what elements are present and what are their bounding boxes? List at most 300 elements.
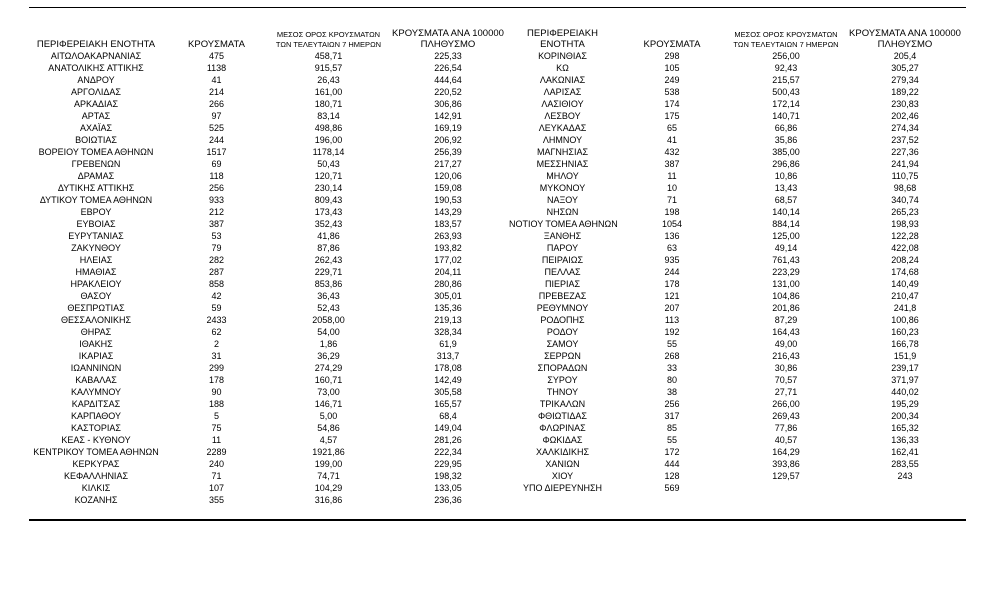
cell-region: ΜΑΓΝΗΣΙΑΣ (536, 147, 589, 157)
cell-per100k: 230,83 (891, 99, 919, 109)
cell-region: ΚΕΦΑΛΛΗΝΙΑΣ (63, 471, 129, 481)
cell-avg7: 1178,14 (312, 147, 345, 157)
cell-avg7: 54,86 (317, 423, 340, 433)
cell-cases: 1517 (206, 147, 227, 157)
cell-region: ΝΟΤΙΟΥ ΤΟΜΕΑ ΑΘΗΝΩΝ (509, 219, 618, 229)
cell-cases: 31 (211, 351, 222, 361)
cell-avg7: 140,14 (772, 207, 800, 217)
table-row (29, 470, 509, 482)
cell-per100k: 133,05 (434, 483, 462, 493)
cell-region: ΛΕΣΒΟΥ (544, 111, 581, 121)
cell-cases: 256 (208, 183, 225, 193)
cell-per100k: 98,68 (893, 183, 917, 193)
cases-table-left (29, 27, 509, 506)
cell-avg7: 1,86 (319, 339, 338, 349)
cell-per100k: 142,49 (434, 375, 462, 385)
cell-avg7: 68,57 (774, 195, 798, 205)
table-row (509, 422, 966, 434)
left-table-body (29, 50, 509, 506)
table-row (29, 218, 509, 230)
cell-cases: 2433 (206, 315, 227, 325)
cell-cases: 5 (213, 411, 219, 421)
table-row (29, 86, 509, 98)
cell-region: ΚΑΣΤΟΡΙΑΣ (71, 423, 121, 433)
table-row (509, 458, 966, 470)
cell-region: ΗΜΑΘΙΑΣ (75, 267, 117, 277)
cell-cases: 188 (208, 399, 225, 409)
cell-per100k: 305,58 (434, 387, 462, 397)
cell-region: ΑΡΓΟΛΙΔΑΣ (71, 87, 121, 97)
cell-per100k: 371,97 (891, 375, 919, 385)
cell-avg7: 256,00 (772, 51, 800, 61)
cell-region: ΡΟΔΟΥ (546, 327, 579, 337)
cell-avg7: 10,86 (774, 171, 798, 181)
cell-avg7: 215,57 (772, 75, 800, 85)
cell-cases: 268 (664, 351, 680, 361)
cell-region: ΣΠΟΡΑΔΩΝ (537, 363, 588, 373)
cell-region: ΣΕΡΡΩΝ (544, 351, 581, 361)
cell-cases: 71 (666, 195, 677, 205)
cell-region: ΕΒΡΟΥ (80, 207, 112, 217)
cell-cases: 41 (666, 135, 677, 145)
cell-per100k: 283,55 (891, 459, 919, 469)
cell-avg7: 40,57 (774, 435, 798, 445)
cell-per100k: 274,34 (891, 123, 919, 133)
table-row (29, 374, 509, 386)
cell-avg7: 500,43 (772, 87, 800, 97)
cell-avg7: 13,43 (774, 183, 798, 193)
table-row (29, 206, 509, 218)
table-row (29, 98, 509, 110)
cell-cases: 75 (211, 423, 222, 433)
table-row (509, 170, 966, 182)
cell-region: ΛΑΡΙΣΑΣ (543, 87, 582, 97)
cell-avg7: 54,00 (317, 327, 340, 337)
cell-cases: 113 (664, 315, 680, 325)
cell-per100k: 305,27 (891, 63, 919, 73)
cell-per100k: 222,34 (434, 447, 462, 457)
cell-cases: 42 (211, 291, 222, 301)
cell-per100k: 265,23 (891, 207, 919, 217)
cell-per100k: 151,9 (893, 351, 917, 361)
table-row (509, 254, 966, 266)
cell-cases: 41 (211, 75, 222, 85)
cell-per100k: 190,53 (434, 195, 462, 205)
cell-avg7: 262,43 (314, 255, 343, 265)
cell-region: ΑΙΤΩΛΟΑΚΑΡΝΑΝΙΑΣ (50, 51, 142, 61)
cell-region: ΚΑΒΑΛΑΣ (75, 375, 117, 385)
table-row (29, 146, 509, 158)
cell-avg7: 146,71 (314, 399, 343, 409)
table-row (509, 290, 966, 302)
cell-per100k: 208,24 (891, 255, 919, 265)
cell-cases: 1138 (206, 63, 227, 73)
cell-avg7: 230,14 (314, 183, 343, 193)
cell-region: ΝΗΣΩΝ (546, 207, 579, 217)
cell-region: ΓΡΕΒΕΝΩΝ (71, 159, 121, 169)
cell-per100k: 281,26 (434, 435, 462, 445)
header-avg7-line1: ΜΕΣΟΣ ΟΡΟΣ ΚΡΟΥΣΜΑΤΩΝ (734, 30, 838, 39)
cell-per100k: 202,46 (891, 111, 919, 121)
cell-avg7: 26,43 (317, 75, 340, 85)
header-avg7 (270, 27, 387, 50)
table-row (29, 62, 509, 74)
cell-region: ΝΑΞΟΥ (546, 195, 579, 205)
cell-cases: 107 (208, 483, 225, 493)
cell-region: ΘΑΣΟΥ (80, 291, 112, 301)
cell-per100k: 160,23 (891, 327, 919, 337)
cell-region: ΙΚΑΡΙΑΣ (78, 351, 114, 361)
cell-region: ΜΕΣΣΗΝΙΑΣ (536, 159, 589, 169)
table-row (509, 218, 966, 230)
cell-cases: 256 (664, 399, 680, 409)
cell-region: ΡΟΔΟΠΗΣ (540, 315, 585, 325)
cell-cases: 432 (664, 147, 680, 157)
cases-table-right (509, 27, 966, 494)
cell-avg7: 41,86 (317, 231, 340, 241)
table-row (29, 254, 509, 266)
cell-avg7: 52,43 (317, 303, 340, 313)
cell-avg7: 104,29 (314, 483, 343, 493)
table-row (29, 458, 509, 470)
cell-per100k: 306,86 (434, 99, 462, 109)
cell-avg7: 66,86 (774, 123, 798, 133)
cell-per100k: 166,78 (891, 339, 919, 349)
table-row (509, 182, 966, 194)
cell-per100k: 193,82 (434, 243, 462, 253)
cell-avg7: 73,00 (317, 387, 340, 397)
table-row (29, 266, 509, 278)
cell-cases: 11 (667, 171, 677, 181)
cell-avg7: 50,43 (317, 159, 340, 169)
cell-avg7: 164,29 (772, 447, 800, 457)
top-rule (29, 7, 966, 8)
table-row (509, 326, 966, 338)
cell-region: ΗΛΕΙΑΣ (79, 255, 113, 265)
cell-avg7: 2058,00 (312, 315, 345, 325)
cell-per100k: 256,39 (434, 147, 462, 157)
cell-cases: 105 (664, 63, 680, 73)
cell-per100k: 226,54 (434, 63, 462, 73)
cell-region: ΥΠΟ ΔΙΕΡΕΥΝΗΣΗ (522, 483, 603, 493)
table-row (509, 350, 966, 362)
cell-per100k: 198,32 (434, 471, 462, 481)
table-row (509, 314, 966, 326)
cell-cases: 244 (664, 267, 680, 277)
cell-region: ΚΑΛΥΜΝΟΥ (70, 387, 122, 397)
cell-per100k: 229,95 (434, 459, 462, 469)
cell-region: ΚΩ (556, 63, 569, 73)
cell-region: ΧΑΝΙΩΝ (545, 459, 580, 469)
cell-cases: 59 (211, 303, 222, 313)
cell-region: ΑΧΑΪΑΣ (79, 123, 113, 133)
cell-avg7: 385,00 (772, 147, 800, 157)
cell-avg7: 87,29 (774, 315, 798, 325)
cell-avg7: 161,00 (314, 87, 343, 97)
table-row (509, 434, 966, 446)
cell-region: ΖΑΚΥΝΘΟΥ (71, 243, 121, 253)
cell-cases: 178 (664, 279, 680, 289)
cell-avg7: 196,00 (314, 135, 343, 145)
cell-avg7: 164,43 (772, 327, 800, 337)
cell-region: ΙΩΑΝΝΙΝΩΝ (70, 363, 122, 373)
cell-cases: 287 (208, 267, 225, 277)
table-row (29, 350, 509, 362)
cell-region: ΑΝΑΤΟΛΙΚΗΣ ΑΤΤΙΚΗΣ (48, 63, 144, 73)
table-row (29, 242, 509, 254)
table-row (509, 302, 966, 314)
cell-per100k: 241,8 (893, 303, 917, 313)
table-row (29, 122, 509, 134)
cell-cases: 1054 (661, 219, 683, 229)
table-row (509, 446, 966, 458)
cell-per100k: 177,02 (434, 255, 462, 265)
cell-cases: 387 (664, 159, 680, 169)
table-row (509, 230, 966, 242)
cell-cases: 525 (208, 123, 225, 133)
table-row (29, 398, 509, 410)
table-row (29, 410, 509, 422)
cell-per100k: 205,4 (893, 51, 917, 61)
cell-cases: 79 (211, 243, 222, 253)
cell-cases: 935 (664, 255, 680, 265)
cell-avg7: 92,43 (774, 63, 798, 73)
cell-avg7: 199,00 (314, 459, 343, 469)
cell-cases: 136 (664, 231, 680, 241)
cell-cases: 63 (666, 243, 677, 253)
cell-cases: 387 (208, 219, 225, 229)
cell-region: ΚΟΡΙΝΘΙΑΣ (538, 51, 587, 61)
cell-per100k: 444,64 (434, 75, 462, 85)
table-row (29, 302, 509, 314)
cell-per100k: 140,49 (891, 279, 919, 289)
cell-region: ΚΟΖΑΝΗΣ (74, 495, 118, 505)
cell-region: ΠΙΕΡΙΑΣ (544, 279, 581, 289)
cell-cases: 192 (664, 327, 680, 337)
cell-avg7: 915,57 (314, 63, 343, 73)
cell-avg7: 498,86 (314, 123, 343, 133)
header-per100k-line1: ΚΡΟΥΣΜΑΤΑ ΑΝΑ 100000 (849, 28, 961, 39)
cell-avg7: 131,00 (772, 279, 800, 289)
cell-region: ΣΑΜΟΥ (546, 339, 579, 349)
cell-per100k: 120,06 (434, 171, 462, 181)
table-row (29, 74, 509, 86)
table-row (29, 386, 509, 398)
cell-region: ΛΗΜΝΟΥ (542, 135, 583, 145)
cell-per100k: 328,34 (434, 327, 462, 337)
cell-avg7: 809,43 (314, 195, 343, 205)
table-row (29, 134, 509, 146)
cell-region: ΑΝΔΡΟΥ (77, 75, 115, 85)
cell-per100k: 122,28 (891, 231, 919, 241)
cell-cases: 97 (211, 111, 222, 121)
header-region: ΠΕΡΙΦΕΡΕΙΑΚΗ ΕΝΟΤΗΤΑ (36, 39, 156, 50)
cell-cases: 128 (664, 471, 680, 481)
cell-avg7: 140,71 (772, 111, 800, 121)
cell-cases: 2 (213, 339, 219, 349)
cell-avg7 (728, 482, 844, 494)
table-row (29, 278, 509, 290)
cell-per100k: 340,74 (891, 195, 919, 205)
cell-region: ΗΡΑΚΛΕΙΟΥ (70, 279, 122, 289)
cell-avg7: 884,14 (772, 219, 800, 229)
table-row (29, 314, 509, 326)
cell-per100k: 183,57 (434, 219, 462, 229)
cell-region: ΚΑΡΠΑΘΟΥ (70, 411, 122, 421)
cell-avg7: 316,86 (314, 495, 343, 505)
cell-region: ΘΕΣΣΑΛΟΝΙΚΗΣ (60, 315, 132, 325)
table-row (509, 194, 966, 206)
cell-cases: 355 (208, 495, 225, 505)
cell-region: ΚΕΡΚΥΡΑΣ (72, 459, 120, 469)
cell-avg7: 761,43 (772, 255, 800, 265)
table-row (509, 98, 966, 110)
table-row (29, 422, 509, 434)
cell-avg7: 36,43 (317, 291, 340, 301)
table-row (509, 266, 966, 278)
table-row (509, 482, 966, 494)
cell-avg7: 49,14 (774, 243, 798, 253)
cell-avg7: 35,86 (774, 135, 798, 145)
right-table-body (509, 50, 966, 494)
cell-region: ΛΑΣΙΘΙΟΥ (541, 99, 584, 109)
cell-per100k: 225,33 (434, 51, 462, 61)
cell-per100k: 195,29 (891, 399, 919, 409)
cell-per100k: 200,34 (891, 411, 919, 421)
cell-cases: 55 (666, 339, 677, 349)
table-row (509, 386, 966, 398)
cell-per100k: 110,75 (891, 171, 919, 181)
cell-avg7: 201,86 (772, 303, 800, 313)
cell-cases: 85 (666, 423, 677, 433)
cell-region: ΣΥΡΟΥ (547, 375, 578, 385)
cell-per100k: 142,91 (434, 111, 462, 121)
cell-cases: 11 (211, 435, 222, 445)
cell-region: ΤΗΝΟΥ (546, 387, 579, 397)
cell-cases: 2289 (206, 447, 227, 457)
cell-cases: 121 (664, 291, 680, 301)
cell-cases: 174 (664, 99, 680, 109)
header-per100k-line1: ΚΡΟΥΣΜΑΤΑ ΑΝΑ 100000 (392, 28, 504, 39)
cell-region: ΞΑΝΘΗΣ (543, 231, 582, 241)
cell-region: ΔΥΤΙΚΟΥ ΤΟΜΕΑ ΑΘΗΝΩΝ (39, 195, 153, 205)
cell-per100k: 204,11 (434, 267, 462, 277)
cell-region: ΛΑΚΩΝΙΑΣ (539, 75, 586, 85)
cell-avg7: 74,71 (317, 471, 340, 481)
cell-region: ΡΕΘΥΜΝΟΥ (536, 303, 589, 313)
table-row (29, 50, 509, 62)
cell-avg7: 129,57 (772, 471, 800, 481)
cell-avg7: 352,43 (314, 219, 343, 229)
cell-cases: 240 (208, 459, 225, 469)
cell-cases: 317 (664, 411, 680, 421)
cell-region: ΤΡΙΚΑΛΩΝ (539, 399, 586, 409)
cell-per100k: 241,94 (891, 159, 919, 169)
cell-cases: 71 (211, 471, 222, 481)
cell-avg7: 1921,86 (312, 447, 345, 457)
cell-region: ΚΑΡΔΙΤΣΑΣ (71, 399, 121, 409)
cell-avg7: 4,57 (319, 435, 338, 445)
cell-avg7: 70,57 (774, 375, 798, 385)
cell-cases: 214 (208, 87, 225, 97)
cell-per100k (844, 482, 966, 494)
cell-region: ΠΑΡΟΥ (546, 243, 579, 253)
table-row (29, 338, 509, 350)
cell-cases: 298 (664, 51, 680, 61)
cell-cases: 249 (664, 75, 680, 85)
table-row (509, 50, 966, 62)
table-row (509, 242, 966, 254)
table-row (509, 146, 966, 158)
header-region: ΠΕΡΙΦΕΡΕΙΑΚΗ ΕΝΟΤΗΤΑ (527, 28, 598, 50)
header-avg7-line2: ΤΩΝ ΤΕΛΕΥΤΑΙΩΝ 7 ΗΜΕΡΩΝ (275, 40, 382, 49)
table-row (29, 482, 509, 494)
cell-per100k: 159,08 (434, 183, 462, 193)
cell-cases: 244 (208, 135, 225, 145)
cell-cases: 198 (664, 207, 680, 217)
header-per100k (387, 27, 509, 50)
cell-region: ΑΡΚΑΔΙΑΣ (73, 99, 119, 109)
cell-region: ΙΘΑΚΗΣ (79, 339, 113, 349)
table-row (29, 326, 509, 338)
cell-per100k: 100,86 (891, 315, 919, 325)
cell-avg7: 229,71 (314, 267, 343, 277)
cell-cases: 62 (211, 327, 222, 337)
cell-region: ΘΗΡΑΣ (80, 327, 112, 337)
cell-avg7: 269,43 (772, 411, 800, 421)
cell-per100k: 243 (897, 471, 913, 481)
cell-avg7: 458,71 (314, 51, 343, 61)
cell-per100k: 236,36 (434, 495, 462, 505)
cell-per100k: 162,41 (891, 447, 919, 457)
cell-cases: 299 (208, 363, 225, 373)
table-row (29, 230, 509, 242)
cell-cases: 69 (211, 159, 222, 169)
cell-region: ΔΡΑΜΑΣ (77, 171, 115, 181)
cell-avg7: 180,71 (314, 99, 343, 109)
table-row (509, 62, 966, 74)
cell-cases: 178 (208, 375, 225, 385)
cell-region: ΚΕΝΤΡΙΚΟΥ ΤΟΜΕΑ ΑΘΗΝΩΝ (33, 447, 159, 457)
cell-per100k: 210,47 (891, 291, 919, 301)
cell-per100k: 61,9 (439, 339, 457, 349)
cell-region: ΒΟΡΕΙΟΥ ΤΟΜΕΑ ΑΘΗΝΩΝ (38, 147, 154, 157)
cell-cases: 65 (666, 123, 677, 133)
table-row (29, 434, 509, 446)
cell-region: ΠΡΕΒΕΖΑΣ (538, 291, 587, 301)
cell-cases: 55 (666, 435, 677, 445)
table-row (509, 134, 966, 146)
cell-region: ΔΥΤΙΚΗΣ ΑΤΤΙΚΗΣ (57, 183, 135, 193)
table-row (29, 362, 509, 374)
table-row (509, 206, 966, 218)
cell-per100k: 198,93 (891, 219, 919, 229)
cell-avg7: 853,86 (314, 279, 343, 289)
cell-cases: 207 (664, 303, 680, 313)
cell-avg7: 30,86 (774, 363, 798, 373)
cell-avg7: 27,71 (774, 387, 798, 397)
cell-per100k: 68,4 (439, 411, 457, 421)
cell-avg7: 274,29 (314, 363, 343, 373)
cell-avg7: 160,71 (314, 375, 343, 385)
cell-cases: 475 (208, 51, 225, 61)
cell-avg7: 104,86 (772, 291, 800, 301)
header-cases: ΚΡΟΥΣΜΑΤΑ (188, 39, 245, 50)
cell-avg7: 5,00 (319, 411, 338, 421)
cell-avg7: 77,86 (774, 423, 798, 433)
cell-per100k: 220,52 (434, 87, 462, 97)
cell-per100k: 169,19 (434, 123, 462, 133)
